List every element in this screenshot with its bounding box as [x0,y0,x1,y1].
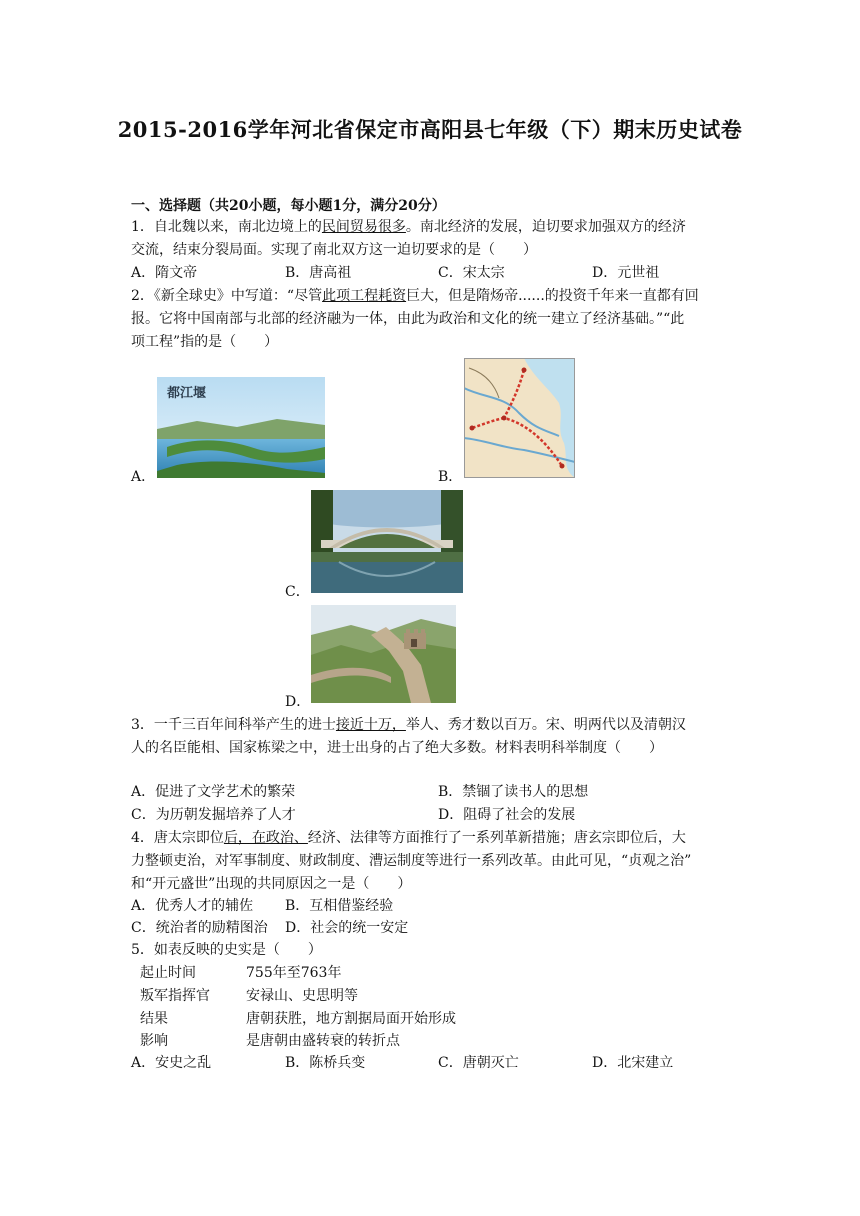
q5-option-b[interactable]: B．陈桥兵变 [285,1055,366,1071]
q3-option-c[interactable]: C．为历朝发掘培养了人才 [131,807,296,823]
grand-canal-map [464,358,575,478]
zhaozhou-bridge-photo [311,490,463,593]
q4-option-a[interactable]: A．优秀人才的辅佐 [131,898,254,914]
q2-option-c-image[interactable] [311,490,463,593]
q3-underlined: 接近十万， [335,717,406,733]
q4-option-d[interactable]: D．社会的统一安定 [285,920,409,936]
q3-line2: 人的名臣能相、国家栋梁之中，进士出身的占了绝大多数。材料表明科举制度（ ） [131,740,663,756]
section-heading: 一、选择题（共20小题，每小题1分，满分20分） [131,198,446,214]
dujiangyan-photo [157,377,325,478]
q4-underlined: 后，在政治、 [223,830,308,846]
q1-option-a[interactable]: A．隋文帝 [131,265,198,281]
q2-option-d-label[interactable]: D． [285,694,311,710]
q5-table-value-1: 755年至763年 [246,965,342,981]
q3-option-a[interactable]: A．促进了文学艺术的繁荣 [131,784,296,800]
q2-text-b: 巨大，但是隋炀帝......的投资千年来一直都有回 [406,288,699,304]
q5-table-label-3: 结果 [140,1011,168,1027]
q4-option-b[interactable]: B．互相借鉴经验 [285,898,394,914]
great-wall-photo [311,605,456,703]
q1-text-a: 1．自北魏以来，南北边境上的 [131,219,322,235]
q4-line3: 和“开元盛世”出现的共同原因之一是（ ） [131,876,412,892]
q1-option-b[interactable]: B．唐高祖 [285,265,352,281]
q3-line1 [131,715,686,735]
q5-option-d[interactable]: D．北宋建立 [592,1055,674,1071]
q1-underlined: 民间贸易很多 [321,219,406,235]
q1-option-d[interactable]: D．元世祖 [592,265,660,281]
q5-table-label-4: 影响 [140,1033,168,1049]
q5-table-value-4: 是唐朝由盛转衰的转折点 [246,1033,400,1049]
dujiangyan-caption: 都江堰 [167,386,207,401]
q1-line2: 交流，结束分裂局面。实现了南北双方这一迫切要求的是（ ） [131,242,537,258]
q5-table-value-3: 唐朝获胜，地方割据局面开始形成 [246,1011,456,1027]
q5-table-label-2: 叛军指挥官 [140,988,210,1004]
q2-option-a-label[interactable]: A． [131,469,156,485]
q1-text-b: 。南北经济的发展，迫切要求加强双方的经济 [405,219,686,235]
q2-underlined: 此项工程耗资 [322,288,407,304]
q3-option-d[interactable]: D．阻碍了社会的发展 [438,807,576,823]
q2-option-d-image[interactable] [311,605,456,703]
q5-line1: 5．如表反映的史实是（ ） [131,942,322,958]
q5-option-c[interactable]: C．唐朝灭亡 [438,1055,519,1071]
q4-text-a: 4．唐太宗即位 [131,830,224,846]
q2-line3: 项工程”指的是（ ） [131,334,279,350]
q2-line2: 报。它将中国南部与北部的经济融为一体，由此为政治和文化的统一建立了经济基础。”“此 [131,311,685,327]
q1-option-c[interactable]: C．宋太宗 [438,265,505,281]
q5-table-label-1: 起止时间 [140,965,196,981]
q5-table-value-2: 安禄山、史思明等 [246,988,358,1004]
q5-option-a[interactable]: A．安史之乱 [131,1055,212,1071]
q2-option-b-image[interactable] [464,358,575,478]
q2-option-c-label[interactable]: C． [285,584,310,600]
page-title: 2015-2016学年河北省保定市高阳县七年级（下）期末历史试卷 [117,117,743,142]
q4-option-c[interactable]: C．统治者的励精图治 [131,920,268,936]
q3-text-a: 3．一千三百年间科举产生的进士 [131,717,336,733]
q4-line2: 力整顿吏治，对军事制度、财政制度、漕运制度等进行一系列改革。由此可见，“贞观之治” [131,853,692,869]
q2-option-a-image[interactable] [157,377,325,478]
q3-option-b[interactable]: B．禁锢了读书人的思想 [438,784,589,800]
q2-line1 [131,286,699,306]
q2-option-b-label[interactable]: B． [438,469,463,485]
q2-text-a: 2．《新全球史》中写道：“尽管 [131,288,323,304]
q3-text-b: 举人、秀才数以百万。宋、明两代以及清朝汉 [405,717,686,733]
q4-line1 [131,828,686,848]
q1-line1 [131,217,686,237]
q4-text-b: 经济、法律等方面推行了一系列革新措施；唐玄宗即位后，大 [307,830,686,846]
